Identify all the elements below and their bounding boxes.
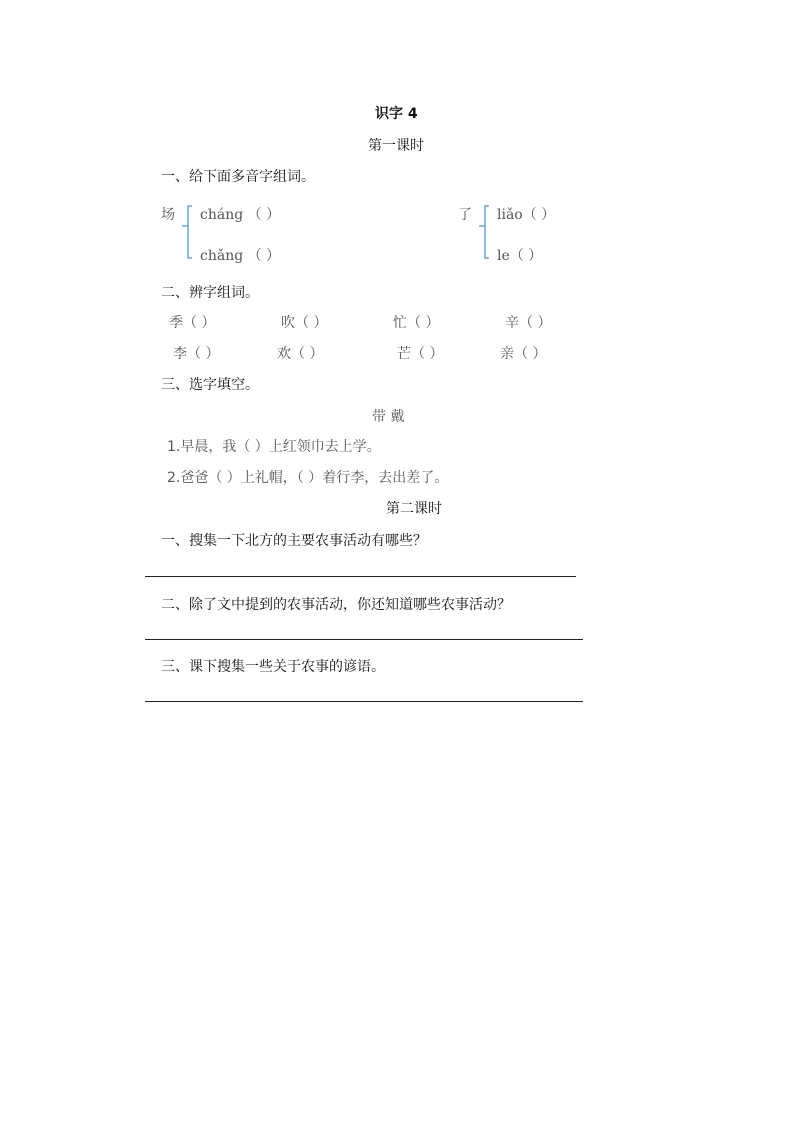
- word-pair-item[interactable]: 芒（ ）: [397, 346, 444, 362]
- polyphone-char-le: 了: [458, 207, 472, 223]
- q1-heading: 一、给下面多音字组词。: [161, 169, 315, 185]
- answer-item-le[interactable]: le（ ）: [497, 248, 543, 264]
- word-pair-item[interactable]: 欢（ ）: [277, 346, 324, 362]
- fill-sentence-1[interactable]: 1.早晨，我（ ）上红领巾去上学。: [167, 439, 381, 455]
- lesson2-q2: 二、除了文中提到的农事活动，你还知道哪些农事活动？: [161, 597, 511, 613]
- choice-options: 带 戴: [372, 409, 405, 425]
- q3-heading: 三、选字填空。: [161, 377, 259, 393]
- polyphone-char-chang: 场: [161, 207, 175, 223]
- answer-item-liao[interactable]: liǎo（ ）: [497, 207, 556, 223]
- lesson1-label: 第一课时: [368, 138, 424, 154]
- q2-heading: 二、辨字组词。: [161, 285, 259, 301]
- word-pair-item[interactable]: 忙（ ）: [393, 315, 440, 331]
- answer-line-1[interactable]: [145, 576, 576, 577]
- answer-item-chang1[interactable]: cháng （ ）: [200, 207, 281, 223]
- word-pair-item[interactable]: 吹（ ）: [281, 315, 328, 331]
- page-title: 识字 4: [375, 106, 418, 122]
- answer-line-3[interactable]: [145, 701, 583, 702]
- word-pair-item[interactable]: 季（ ）: [169, 315, 216, 331]
- brace-icon: [180, 204, 194, 260]
- word-pair-item[interactable]: 李（ ）: [173, 346, 220, 362]
- lesson2-q3: 三、课下搜集一些关于农事的谚语。: [161, 659, 385, 675]
- brace-icon: [477, 204, 491, 260]
- word-pair-item[interactable]: 辛（ ）: [505, 315, 552, 331]
- answer-item-chang2[interactable]: chǎng （ ）: [200, 248, 281, 264]
- lesson2-label: 第二课时: [386, 501, 442, 517]
- word-pair-item[interactable]: 亲（ ）: [500, 346, 547, 362]
- answer-line-2[interactable]: [145, 639, 583, 640]
- fill-sentence-2[interactable]: 2.爸爸（ ）上礼帽，（ ）着行李，去出差了。: [167, 470, 449, 486]
- lesson2-q1: 一、搜集一下北方的主要农事活动有哪些？: [161, 533, 427, 549]
